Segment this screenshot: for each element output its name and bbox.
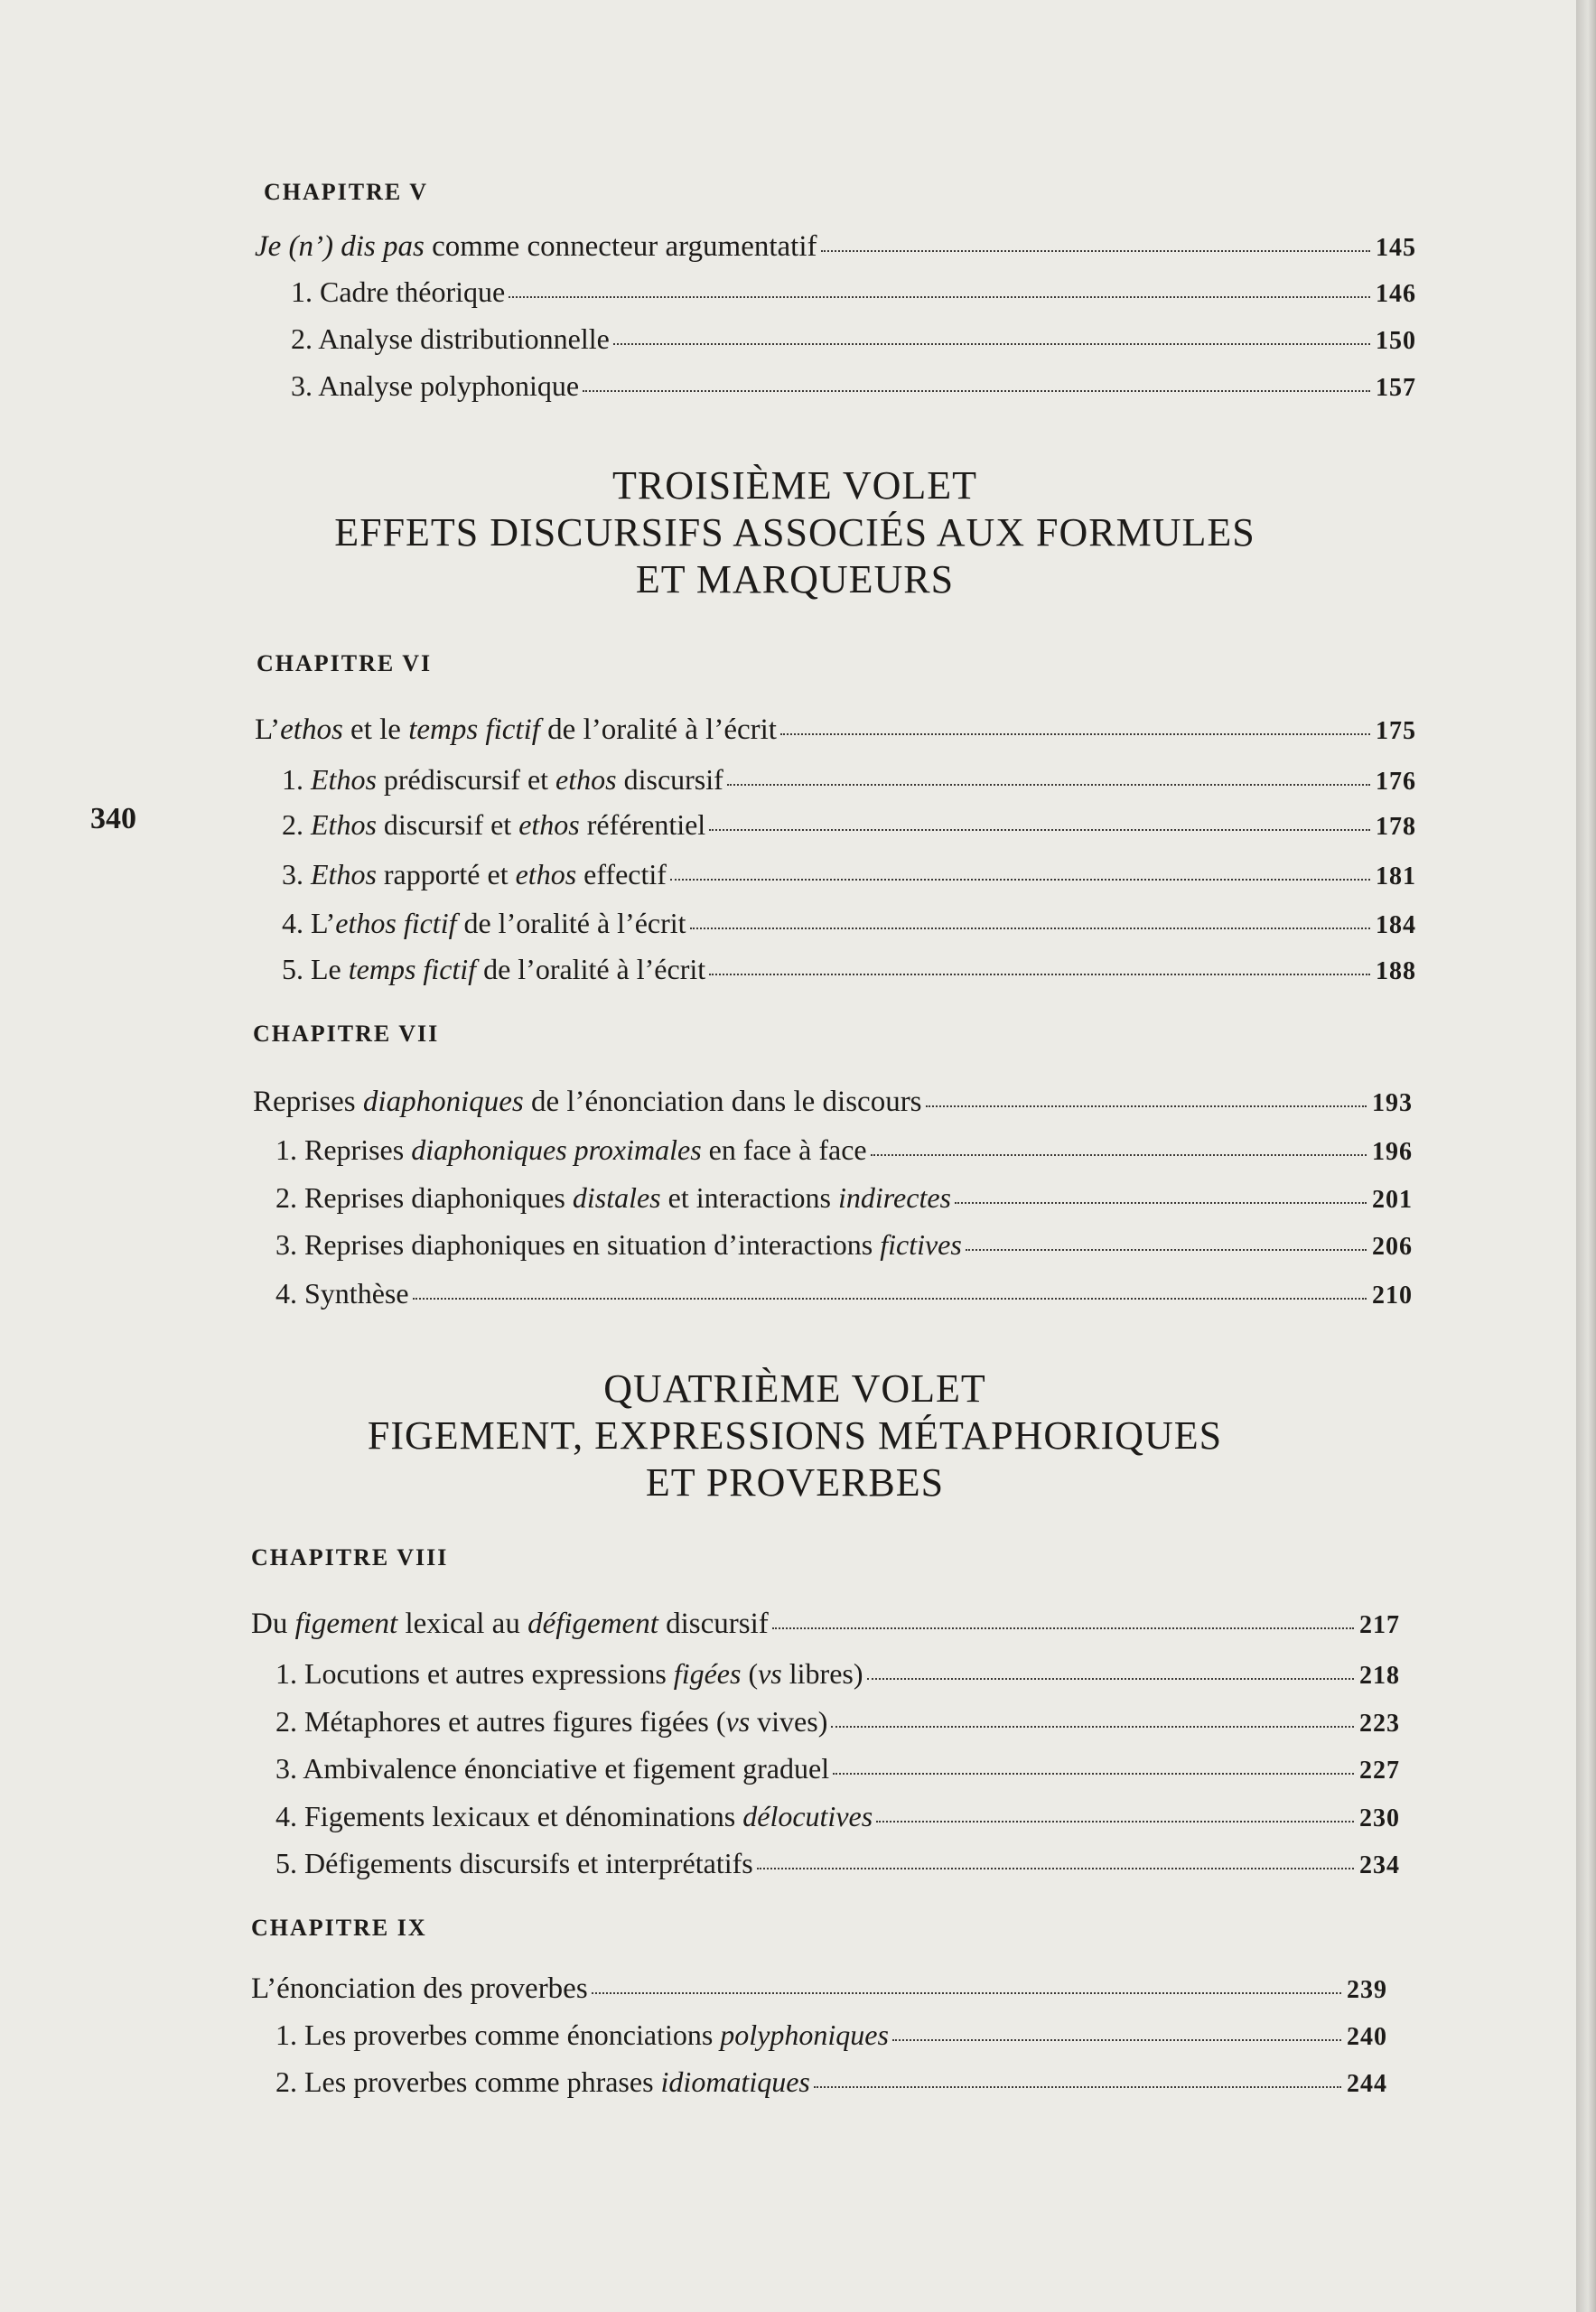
italic-term: Ethos	[311, 808, 377, 841]
italic-term: figées	[673, 1657, 742, 1690]
entry-title	[275, 1800, 873, 1833]
italic-term: figement	[294, 1608, 398, 1640]
dot-leader	[831, 1726, 1354, 1728]
page-edge	[1576, 0, 1596, 2312]
entry-title	[275, 2065, 810, 2099]
entry-text: 1. Cadre théorique	[291, 275, 506, 308]
entry-title	[275, 1657, 863, 1691]
entry-page-number: 223	[1359, 1710, 1400, 1738]
entry-title	[282, 907, 686, 940]
dot-leader	[955, 1202, 1367, 1204]
entry-page-number: 244	[1347, 2070, 1387, 2098]
toc-subentry[interactable]	[275, 1133, 1413, 1173]
entry-text: de l’énonciation dans le discours	[523, 1086, 922, 1118]
toc-subentry[interactable]	[282, 763, 1416, 803]
entry-text: 1. Reprises	[275, 1133, 412, 1166]
toc-entry[interactable]	[251, 1972, 1387, 2012]
dot-leader	[871, 1154, 1367, 1156]
entry-page-number: 240	[1347, 2023, 1387, 2051]
entry-page-number: 184	[1376, 911, 1416, 939]
entry-page-number: 217	[1359, 1611, 1400, 1639]
entry-text: comme connecteur argumentatif	[424, 230, 817, 263]
entry-page-number: 188	[1376, 957, 1416, 985]
entry-title	[255, 713, 777, 747]
entry-text: Du	[251, 1608, 295, 1640]
toc-subentry[interactable]	[275, 1752, 1400, 1792]
italic-term: diaphoniques proximales	[411, 1133, 702, 1166]
entry-text: 4. Synthèse	[275, 1277, 409, 1310]
dot-leader	[592, 1992, 1341, 1994]
dot-leader	[926, 1105, 1367, 1107]
italic-term: fictives	[880, 1228, 962, 1261]
dot-leader	[772, 1627, 1354, 1629]
dot-leader	[613, 343, 1370, 345]
entry-text: rapporté et	[376, 858, 516, 890]
entry-text: 2. Les proverbes comme phrases	[275, 2065, 661, 2098]
dot-leader	[780, 733, 1370, 735]
entry-text: 4. L’	[282, 907, 336, 939]
entry-page-number: 206	[1372, 1233, 1413, 1261]
toc-entry[interactable]	[253, 1086, 1413, 1125]
toc-subentry[interactable]	[275, 1657, 1400, 1697]
italic-term: temps fictif	[408, 713, 540, 746]
entry-text: prédiscursif et	[376, 763, 556, 796]
entry-page-number: 157	[1376, 374, 1416, 402]
entry-text: 1. Locutions et autres expressions	[275, 1657, 674, 1690]
chapter-heading: CHAPITRE VIII	[251, 1544, 449, 1571]
dot-leader	[833, 1773, 1354, 1775]
entry-text: de l’oralité à l’écrit	[539, 713, 777, 746]
italic-term: distales	[572, 1181, 661, 1214]
entry-text: et interactions	[660, 1181, 838, 1214]
entry-title	[275, 1133, 867, 1167]
entry-text: 2. Reprises diaphoniques	[275, 1181, 573, 1214]
toc-subentry[interactable]	[275, 1181, 1413, 1221]
entry-text: 4. Figements lexicaux et dénominations	[275, 1800, 743, 1832]
entry-text: 3.	[282, 858, 311, 890]
entry-page-number: 146	[1376, 280, 1416, 308]
italic-term: idiomatiques	[660, 2065, 810, 2098]
entry-page-number: 230	[1359, 1804, 1400, 1832]
italic-term: diaphoniques	[362, 1086, 524, 1118]
italic-term: Je (n’) dis pas	[255, 230, 425, 263]
entry-text: L’	[255, 713, 281, 746]
italic-term: Ethos	[311, 858, 377, 890]
entry-title	[282, 763, 723, 797]
toc-subentry[interactable]	[275, 1705, 1400, 1745]
entry-text: lexical au	[397, 1608, 528, 1640]
dot-leader	[876, 1821, 1354, 1823]
entry-text: 1. Les proverbes comme énonciations	[275, 2018, 721, 2051]
italic-term: Ethos	[311, 763, 377, 796]
entry-text: 1.	[282, 763, 311, 796]
entry-title	[275, 1705, 827, 1739]
entry-text: 2.	[282, 808, 311, 841]
page-number: 340	[90, 802, 136, 835]
entry-page-number: 218	[1359, 1662, 1400, 1690]
entry-text: 3. Ambivalence énonciative et figement graduel	[275, 1752, 830, 1785]
entry-title	[275, 1752, 829, 1785]
entry-page-number: 196	[1372, 1138, 1413, 1166]
entry-text: 3. Analyse polyphonique	[291, 369, 580, 402]
toc-subentry[interactable]	[275, 1800, 1400, 1840]
entry-text: discursif et	[376, 808, 519, 841]
entry-page-number: 227	[1359, 1757, 1400, 1785]
dot-leader	[727, 784, 1370, 786]
entry-text: 5. Défigements discursifs et interprétatifs	[275, 1847, 753, 1879]
entry-text: libres)	[781, 1657, 863, 1690]
italic-term: ethos	[280, 713, 343, 746]
entry-page-number: 234	[1359, 1851, 1400, 1879]
italic-term: délocutives	[742, 1800, 873, 1832]
entry-text: L’énonciation des proverbes	[251, 1972, 588, 2005]
entry-text: discursif	[658, 1608, 769, 1640]
toc-subentry[interactable]	[291, 322, 1416, 362]
toc-subentry[interactable]	[291, 275, 1416, 315]
italic-term: vs	[758, 1657, 782, 1690]
italic-term: temps fictif	[348, 953, 477, 985]
entry-title	[255, 230, 817, 264]
entry-text: 5. Le	[282, 953, 349, 985]
toc-subentry[interactable]	[275, 1847, 1400, 1887]
entry-text: effectif	[576, 858, 667, 890]
toc-subentry[interactable]	[275, 2065, 1387, 2105]
toc-subentry[interactable]	[275, 1228, 1413, 1268]
toc-subentry[interactable]	[275, 2018, 1387, 2058]
volet-title-line: TROISIÈME VOLET	[611, 463, 978, 508]
italic-term: ethos fictif	[335, 907, 457, 939]
toc-subentry[interactable]	[282, 907, 1416, 946]
entry-title	[275, 1277, 409, 1310]
entry-page-number: 175	[1376, 717, 1416, 745]
volet-title-line: FIGEMENT, EXPRESSIONS MÉTAPHORIQUES	[367, 1413, 1223, 1458]
toc-entry[interactable]	[255, 230, 1416, 270]
entry-page-number: 150	[1376, 327, 1416, 355]
dot-leader	[709, 829, 1370, 831]
entry-title	[251, 1972, 588, 2006]
chapter-heading: CHAPITRE VI	[257, 650, 433, 676]
entry-title	[275, 1181, 951, 1215]
dot-leader	[709, 974, 1370, 975]
entry-text: 2. Analyse distributionnelle	[291, 322, 610, 355]
entry-title	[253, 1086, 922, 1119]
entry-text: et le	[342, 713, 409, 746]
volet-title-line: QUATRIÈME VOLET	[603, 1366, 986, 1411]
entry-page-number: 176	[1376, 768, 1416, 796]
toc-subentry[interactable]	[282, 858, 1416, 898]
entry-text: Reprises	[253, 1086, 363, 1118]
dot-leader	[814, 2086, 1341, 2088]
chapter-heading: CHAPITRE VII	[253, 1021, 440, 1047]
dot-leader	[509, 296, 1370, 298]
entry-title	[291, 322, 610, 356]
entry-title	[275, 1228, 962, 1262]
toc-subentry[interactable]	[275, 1277, 1413, 1317]
entry-page-number: 193	[1372, 1089, 1413, 1117]
entry-text: référentiel	[579, 808, 706, 841]
dot-leader	[821, 250, 1371, 252]
entry-page-number: 178	[1376, 813, 1416, 841]
italic-term: ethos	[555, 763, 617, 796]
entry-text: 2. Métaphores et autres figures figées (	[275, 1705, 726, 1738]
entry-text: (	[741, 1657, 759, 1690]
dot-leader	[690, 928, 1370, 929]
italic-term: ethos	[515, 858, 577, 890]
toc-subentry[interactable]	[291, 369, 1416, 409]
entry-title	[275, 1847, 753, 1880]
entry-page-number: 239	[1347, 1976, 1387, 2004]
dot-leader	[892, 2039, 1341, 2041]
entry-text: de l’oralité à l’écrit	[456, 907, 686, 939]
entry-page-number: 201	[1372, 1186, 1413, 1214]
italic-term: défigement	[527, 1608, 658, 1640]
entry-title	[282, 953, 705, 986]
entry-title	[251, 1608, 769, 1641]
entry-title	[275, 2018, 889, 2052]
entry-title	[291, 275, 505, 309]
dot-leader	[670, 879, 1370, 881]
entry-text: vives)	[750, 1705, 828, 1738]
volet-title	[253, 462, 1337, 603]
dot-leader	[867, 1678, 1355, 1680]
volet-title-line: ET MARQUEURS	[635, 557, 955, 601]
chapter-heading: CHAPITRE IX	[251, 1915, 427, 1941]
italic-term: polyphoniques	[720, 2018, 889, 2051]
entry-text: de l’oralité à l’écrit	[476, 953, 706, 985]
dot-leader	[757, 1868, 1354, 1869]
italic-term: ethos	[518, 808, 580, 841]
volet-title-line: EFFETS DISCURSIFS ASSOCIÉS AUX FORMULES	[334, 510, 1255, 555]
italic-term: indirectes	[838, 1181, 951, 1214]
toc-subentry[interactable]	[282, 953, 1416, 993]
dot-leader	[966, 1249, 1367, 1251]
entry-title	[291, 369, 579, 403]
dot-leader	[583, 390, 1370, 392]
volet-title-line: ET PROVERBES	[645, 1460, 945, 1505]
italic-term: vs	[725, 1705, 751, 1738]
entry-page-number: 210	[1372, 1282, 1413, 1310]
chapter-heading: CHAPITRE V	[264, 179, 429, 205]
entry-text: 3. Reprises diaphoniques en situation d’interactions	[275, 1228, 881, 1261]
entry-page-number: 145	[1376, 234, 1416, 262]
dot-leader	[413, 1298, 1367, 1300]
volet-title	[253, 1366, 1337, 1506]
entry-title	[282, 808, 705, 842]
entry-title	[282, 858, 667, 891]
toc-entry[interactable]	[255, 713, 1416, 753]
entry-page-number: 181	[1376, 862, 1416, 890]
entry-text: en face à face	[701, 1133, 867, 1166]
toc-entry[interactable]	[251, 1608, 1400, 1647]
toc-subentry[interactable]	[282, 808, 1416, 848]
entry-text: discursif	[616, 763, 723, 796]
